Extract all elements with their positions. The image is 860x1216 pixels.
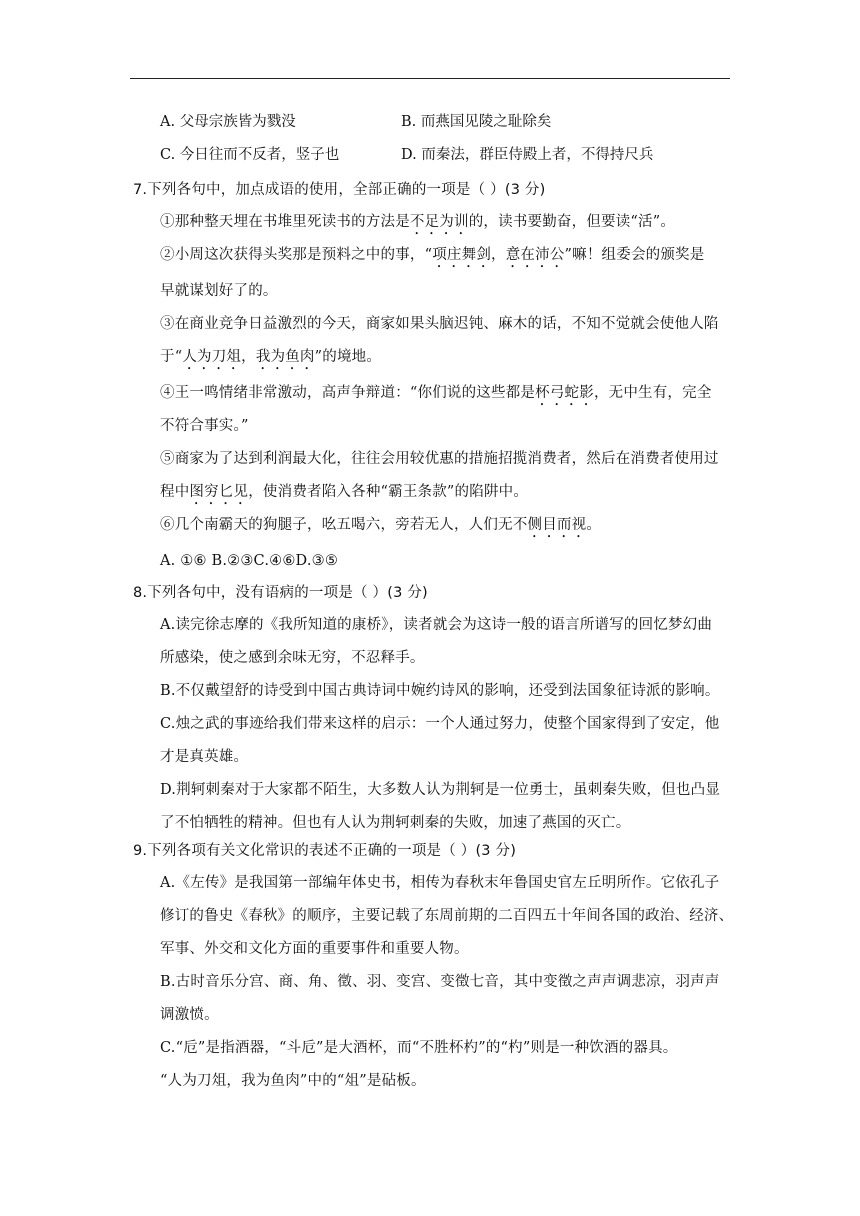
text-segment: ，使消费者陷入各种“霸王条款”的陷阱中。 — [248, 484, 529, 500]
q7-sentence-3: ③在商业竞争日益激烈的今天，商家如果头脑迟钝、麻木的话，不知不觉就会使他人陷 — [160, 316, 719, 332]
q7-sentence-2-cont: 早就谋划好了的。 — [160, 283, 278, 299]
text-segment: 程中 — [160, 484, 190, 500]
text-segment: ”嘛！组委会的颁奖是 — [564, 247, 705, 263]
q7-sentence-3-cont — [160, 347, 381, 373]
q7-sentence-6 — [160, 515, 601, 541]
q8-option-c-cont: 才是真英雄。 — [160, 749, 249, 765]
text-segment: 于“ — [160, 349, 183, 365]
q9-option-c: C.“卮”是指酒器，“斗卮”是大酒杯，而“不胜杯杓”的“杓”则是一种饮酒的器具。 — [160, 1040, 678, 1056]
q6-option-a: A. 父母宗族皆为戮没 — [160, 114, 296, 130]
q6-option-c: C. 今日往而不反者，竖子也 — [160, 147, 340, 163]
text-segment: ⑥几个南霸天的狗腿子，吆五喝六，旁若无人，人们无不 — [160, 517, 528, 533]
dotted-idiom: 图穷匕见 — [189, 484, 249, 500]
q8-option-b: B.不仅戴望舒的诗受到中国古典诗词中婉约诗风的影响，还受到法国象征诗派的影响。 — [160, 683, 720, 699]
q7-sentence-4-cont: 不符合事实。” — [160, 418, 249, 434]
q6-option-d: D. 而秦法，群臣侍殿上者，不得持尺兵 — [401, 147, 654, 163]
q7-options: A. ①⑥ B.②③C.④⑥D.③⑤ — [160, 553, 339, 569]
dotted-idiom: 不足为训 — [409, 214, 469, 230]
q9-option-c-cont: “人为刀俎，我为鱼肉”中的“俎”是砧板。 — [160, 1073, 426, 1089]
q8-option-a-cont: 所感染，使之感到余味无穷，不忍释手。 — [160, 650, 425, 666]
q7-sentence-5: ⑤商家为了达到利润最大化，往往会用较优惠的措施招揽消费者，然后在消费者使用过 — [160, 451, 719, 467]
text-segment: ①那种整天埋在书堆里死读书的方法是 — [160, 214, 410, 230]
q9-option-a-cont2: 军事、外交和文化方面的重要事件和重要人物。 — [160, 941, 469, 957]
text-segment: ②小周这次获得头奖那是预料之中的事，“ — [160, 247, 433, 263]
dotted-idiom: 侧目而视 — [527, 517, 587, 533]
q7-sentence-5-cont — [160, 482, 528, 508]
q9-option-a: A.《左传》是我国第一部编年体史书，相传为春秋末年鲁国史官左丘明所作。它依孔子 — [160, 875, 720, 891]
text-segment: 的，读书要勤奋，但要读“活”。 — [468, 214, 676, 230]
q7-sentence-4 — [160, 383, 712, 409]
q9-option-b: B.古时音乐分宫、商、角、徵、羽、变宫、变徵七音，其中变徵之声声调悲凉，羽声声 — [160, 974, 720, 990]
text-segment: ④王一鸣情绪非常激动，高声争辩道：“你们说的这些都是 — [160, 385, 536, 401]
q8-option-a: A.读完徐志摩的《我所知道的康桥》，读者就会为这诗一般的语言所谱写的回忆梦幻曲 — [160, 617, 713, 633]
q9-stem: 9.下列各项有关文化常识的表述不正确的一项是（ ）(3 分) — [133, 843, 517, 859]
q9-option-b-cont: 调激愤。 — [160, 1007, 219, 1023]
q8-option-d-cont: 了不怕牺牲的精神。但也有人认为荆轲刺秦的失败，加速了燕国的灭亡。 — [160, 815, 631, 831]
text-segment: ”的境地。 — [314, 349, 382, 365]
q7-stem: 7.下列各句中，加点成语的使用，全部正确的一项是（ ）(3 分) — [133, 182, 546, 198]
dotted-idiom: 项庄舞剑，意在沛公 — [432, 247, 565, 263]
q8-option-d: D.荆轲刺秦对于大家都不陌生，大多数人认为荆轲是一位勇士，虽刺秦失败，但也凸显 — [160, 782, 721, 798]
q7-sentence-2 — [160, 245, 704, 271]
q8-option-c: C.烛之武的事迹给我们带来这样的启示：一个人通过努力，使整个国家得到了安定，他 — [160, 716, 720, 732]
q7-sentence-1 — [160, 212, 675, 238]
text-segment: ，无中生有，完全 — [593, 385, 712, 401]
text-segment: 。 — [586, 517, 602, 533]
dotted-idiom: 人为刀俎，我为鱼肉 — [182, 349, 315, 365]
header-rule — [130, 78, 730, 79]
q8-stem: 8.下列各句中，没有语病的一项是（ ）(3 分) — [133, 585, 428, 601]
q9-option-a-cont: 修订的鲁史《春秋》的顺序，主要记载了东周前期的二百四五十年间各国的政治、经济、 — [160, 908, 734, 924]
dotted-idiom: 杯弓蛇影 — [535, 385, 594, 401]
q6-option-b: B. 而燕国见陵之耻除矣 — [401, 114, 552, 130]
